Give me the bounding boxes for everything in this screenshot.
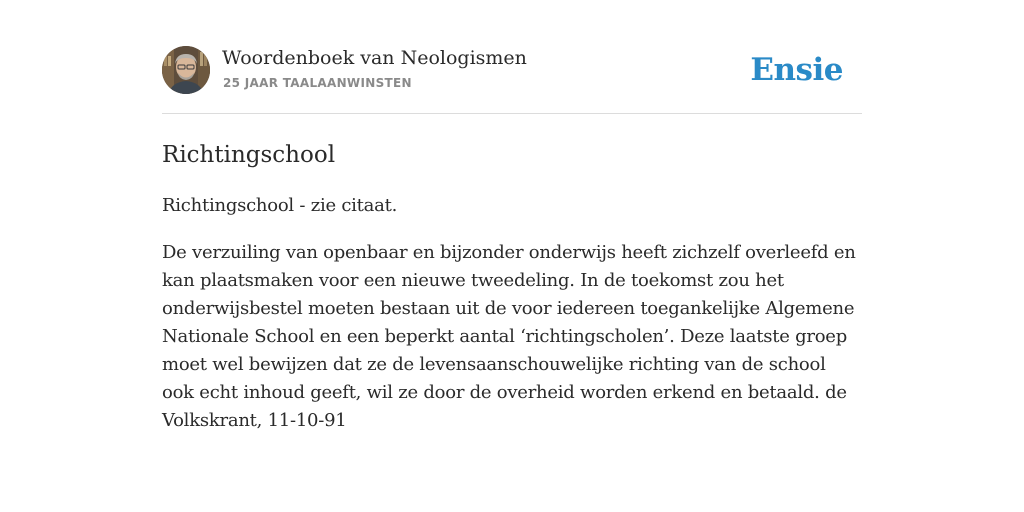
author-portrait-icon	[162, 46, 210, 94]
entry-definition: Richtingschool - zie citaat.	[162, 195, 398, 216]
entry-title: Richtingschool	[162, 142, 336, 168]
author-tagline: 25 JAAR TAALAANWINSTEN	[223, 76, 412, 90]
entry-header	[162, 46, 862, 114]
author-avatar[interactable]	[162, 46, 210, 94]
author-name[interactable]: Woordenboek van Neologismen	[222, 47, 527, 69]
entry-card	[162, 46, 862, 435]
ensie-logo[interactable]: Ensie	[750, 52, 843, 88]
entry-citation: De verzuiling van openbaar en bijzonder onderwijs heeft zichzelf overleefd en kan plaatsmaken voor een nieuwe tweedeling. In de toekomst zou het onderwijsbestel moeten bestaan uit de voor iedereen toegankelijke Algemene Nationale School en een beperkt aantal ‘richtingscholen’. Deze laatste groep moet wel bewijzen dat ze de levensaanschouwelijke richting van de school ook echt inhoud geeft, wil ze door de overheid worden erkend en betaald. de Volkskrant, 11-10-91	[162, 242, 856, 431]
